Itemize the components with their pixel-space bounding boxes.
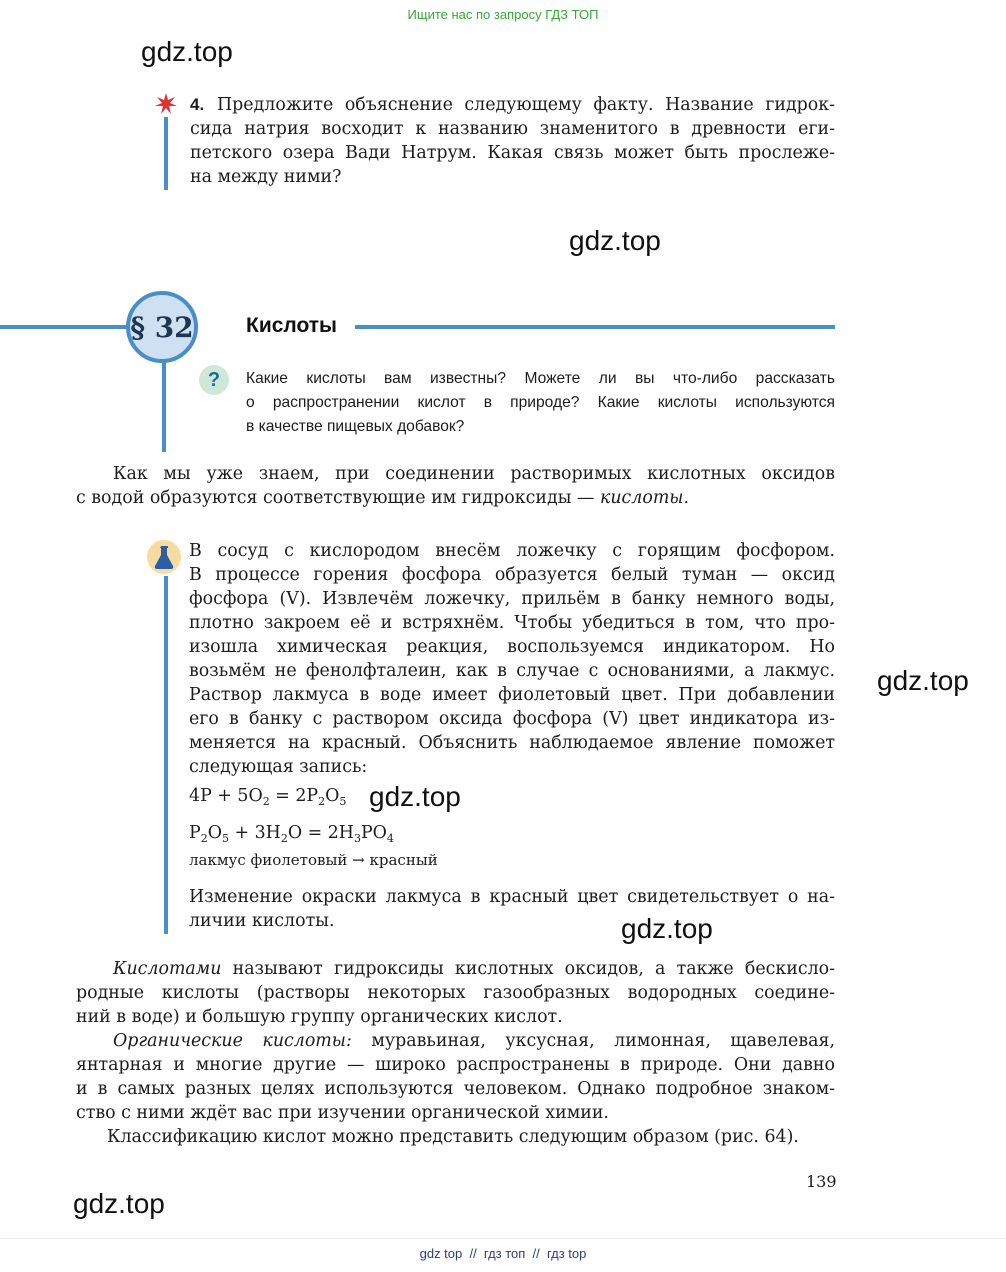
watermark: gdz.top <box>569 225 661 256</box>
experiment-line: В процессе горения фосфора образуется белый туман — оксид <box>189 565 835 585</box>
body-line: и в самых разных целях используются человеком. Однако подробное знаком- <box>76 1079 835 1099</box>
experiment-line: его в банку с раствором оксида фосфора (V) цвет индикатора из- <box>189 709 835 729</box>
term-acids: кислоты <box>599 488 684 508</box>
watermark: gdz.top <box>369 781 461 812</box>
task-line: петского озера Вади Натрум. Какая связь может быть прослеже- <box>190 143 835 163</box>
eq-sub: 4 <box>386 832 394 845</box>
intro-text: . <box>683 488 690 508</box>
footer-links[interactable]: gdz top // гдз топ // гдз top <box>419 1246 587 1261</box>
body-line <box>113 1029 835 1053</box>
task-line: сида натрия восходит к названию знаменитого в древности еги- <box>190 119 835 139</box>
section-badge: § 32 <box>126 291 198 363</box>
experiment-line: плотно закроем её и встряхнём. Чтобы убедиться в том, что про- <box>189 613 835 633</box>
flask-icon <box>147 540 181 574</box>
intro-line <box>76 486 689 510</box>
equation-2 <box>189 823 394 845</box>
body-line: Классификацию кислот можно представить следующим образом (рис. 64). <box>107 1127 799 1147</box>
eq-sub: 2 <box>280 832 288 845</box>
eq-sub: 2 <box>318 795 326 808</box>
experiment-line: фосфора (V). Извлечём ложечку, прильём в банку немного воды, <box>189 589 835 609</box>
watermark: gdz.top <box>621 913 713 944</box>
question-line: Какие кислоты вам известны? Можете ли вы что-либо рассказать <box>246 370 835 387</box>
experiment-line: Раствор лакмуса в воде имеет фиолетовый цвет. При добавлении <box>189 685 835 705</box>
task-line: на между ними? <box>190 167 342 187</box>
task-line: Предложите объяснение следующему факту. Название гидрок- <box>217 95 835 115</box>
eq-sub: 5 <box>221 832 229 845</box>
experiment-line: возьмём не фенолфталеин, как в случае с основаниями, а лакмус. <box>189 661 835 681</box>
watermark: gdz.top <box>141 36 233 67</box>
eq-part: O <box>207 823 222 843</box>
eq-sub: 5 <box>339 795 347 808</box>
conclusion-line: Изменение окраски лакмуса в красный цвет свидетельствует о на- <box>189 887 835 907</box>
experiment-line: изошла химическая реакция, воспользуемся индикатором. Но <box>189 637 835 657</box>
litmus-note: лакмус фиолетовый → красный <box>189 851 438 869</box>
equation-1 <box>189 786 346 808</box>
task-bar <box>164 117 168 190</box>
eq-sub: 2 <box>200 832 208 845</box>
section-bar <box>162 362 166 452</box>
term-acids: Кислотами <box>113 959 222 979</box>
eq-part: PO <box>360 823 387 843</box>
watermark: gdz.top <box>877 665 969 696</box>
conclusion-line: личии кислоты. <box>189 911 335 931</box>
body-line: родные кислоты (растворы некоторых газообразных водородных соедине- <box>76 983 835 1003</box>
eq-part: = 2P <box>269 786 319 806</box>
intro-text: с водой образуются соответствующие им гидроксиды — <box>76 488 600 508</box>
top-banner: Ищите нас по запросу ГДЗ ТОП <box>407 7 599 22</box>
page-number: 139 <box>806 1172 837 1191</box>
eq-sub: 2 <box>262 795 270 808</box>
body-text: называют гидроксиды кислотных оксидов, а также бескисло- <box>221 959 835 979</box>
intro-line: Как мы уже знаем, при соединении растворимых кислотных оксидов <box>113 464 835 484</box>
question-line: о распространении кислот в природе? Какие кислоты используются <box>246 394 835 411</box>
experiment-line: следующая запись: <box>189 757 368 777</box>
eq-part: O = 2H <box>287 823 354 843</box>
question-icon: ? <box>199 365 229 395</box>
experiment-line: В сосуд с кислородом внесём ложечку с горящим фосфором. <box>189 541 835 561</box>
experiment-bar <box>164 576 168 934</box>
section-title: Кислоты <box>246 314 337 337</box>
task-number: 4. <box>190 95 205 114</box>
body-line: янтарная и многие другие — широко распространены в природе. Они давно <box>76 1055 835 1075</box>
eq-part: P <box>189 823 201 843</box>
section-rule-right <box>355 325 835 329</box>
question-line: в качестве пищевых добавок? <box>246 418 465 435</box>
body-line: ний в воде) и большую группу органических кислот. <box>76 1007 563 1027</box>
term-organic-acids: Органические кислоты: <box>113 1031 352 1051</box>
section-rule-left <box>0 325 130 329</box>
star-icon <box>155 93 177 119</box>
eq-part: 4P + 5O <box>189 786 263 806</box>
body-line <box>113 957 835 981</box>
body-text: муравьиная, уксусная, лимонная, щавелевая, <box>351 1031 835 1051</box>
footer-divider <box>0 1238 1006 1239</box>
eq-part: O <box>325 786 340 806</box>
watermark: gdz.top <box>73 1188 165 1219</box>
eq-sub: 3 <box>353 832 361 845</box>
experiment-line: меняется на красный. Объяснить наблюдаемое явление поможет <box>189 733 835 753</box>
eq-part: + 3H <box>228 823 281 843</box>
body-line: ство с ними ждёт вас при изучении органической химии. <box>76 1103 609 1123</box>
